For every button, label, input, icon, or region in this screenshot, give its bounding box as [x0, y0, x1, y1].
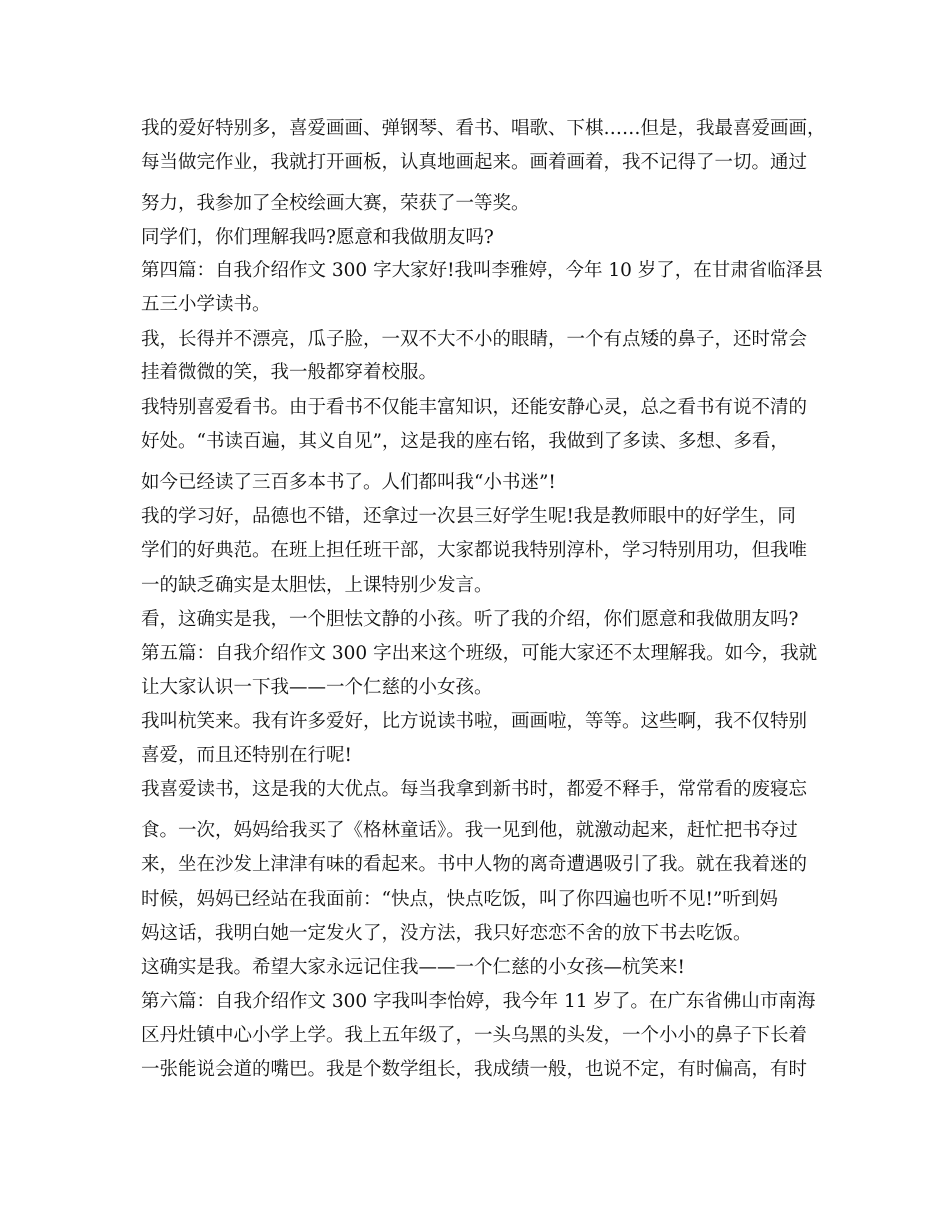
text-line: 区丹灶镇中心小学上学。我上五年级了，一头乌黑的头发，一个小小的鼻子下长着	[141, 1025, 808, 1046]
text-line: 喜爱，而且还特别在行呢!	[141, 745, 352, 766]
text-line: 时候，妈妈已经站在我面前：“快点，快点吃饭，叫了你四遍也听不见!”听到妈	[141, 889, 778, 910]
text-line: 我的学习好，品德也不错，还拿过一次县三好学生呢!我是教师眼中的好学生，同	[141, 506, 796, 527]
text-line: 挂着微微的笑，我一般都穿着校服。	[141, 362, 438, 383]
text-line: 我特别喜爱看书。由于看书不仅能丰富知识，还能安静心灵，总之看书有说不清的	[141, 397, 808, 418]
text-line: 让大家认识一下我——一个仁慈的小女孩。	[141, 677, 493, 698]
text-line: 我的爱好特别多，喜爱画画、弹钢琴、看书、唱歌、下棋……但是，我最喜爱画画，	[141, 118, 826, 139]
text-line: 第四篇：自我介绍作文 300 字大家好!我叫李雅婷，今年 10 岁了，在甘肃省临泽县	[141, 260, 823, 281]
text-line: 妈这话，我明白她一定发火了，没方法，我只好恋恋不舍的放下书去吃饭。	[141, 923, 752, 944]
text-line: 五三小学读书。	[141, 294, 271, 315]
text-line: 学们的好典范。在班上担任班干部，大家都说我特别淳朴，学习特别用功，但我唯	[141, 540, 808, 561]
text-line: 一的缺乏确实是太胆怯，上课特别少发言。	[141, 575, 493, 596]
text-line: 第五篇：自我介绍作文 300 字出来这个班级，可能大家还不太理解我。如今，我就	[141, 643, 818, 664]
text-line: 来，坐在沙发上津津有味的看起来。书中人物的离奇遭遇吸引了我。就在我着迷的	[141, 854, 808, 875]
text-line: 如今已经读了三百多本书了。人们都叫我“小书迷”!	[141, 472, 556, 493]
text-line: 一张能说会道的嘴巴。我是个数学组长，我成绩一般，也说不定，有时偏高，有时	[141, 1059, 808, 1080]
text-line: 我，长得并不漂亮，瓜子脸，一双不大不小的眼睛，一个有点矮的鼻子，还时常会	[141, 329, 808, 350]
text-line: 同学们，你们理解我吗?愿意和我做朋友吗?	[141, 227, 494, 248]
text-line: 第六篇：自我介绍作文 300 字我叫李怡婷，我今年 11 岁了。在广东省佛山市南海	[141, 991, 816, 1012]
text-line: 看，这确实是我，一个胆怯文静的小孩。听了我的介绍，你们愿意和我做朋友吗?	[141, 609, 799, 630]
text-line: 好处。“书读百遍，其义自见”，这是我的座右铭，我做到了多读、多想、多看，	[141, 431, 789, 452]
text-line: 这确实是我。希望大家永远记住我——一个仁慈的小女孩—杭笑来!	[141, 957, 685, 978]
text-line: 我喜爱读书，这是我的大优点。每当我拿到新书时，都爱不释手，常常看的废寝忘	[141, 779, 808, 800]
text-line: 我叫杭笑来。我有许多爱好，比方说读书啦，画画啦，等等。这些啊，我不仅特别	[141, 711, 808, 732]
text-line: 每当做完作业，我就打开画板，认真地画起来。画着画着，我不记得了一切。通过	[141, 152, 808, 173]
text-line: 食。一次，妈妈给我买了《格林童话》。我一见到他，就激动起来，赶忙把书夺过	[141, 820, 798, 841]
text-line: 努力，我参加了全校绘画大赛，荣获了一等奖。	[141, 193, 530, 214]
